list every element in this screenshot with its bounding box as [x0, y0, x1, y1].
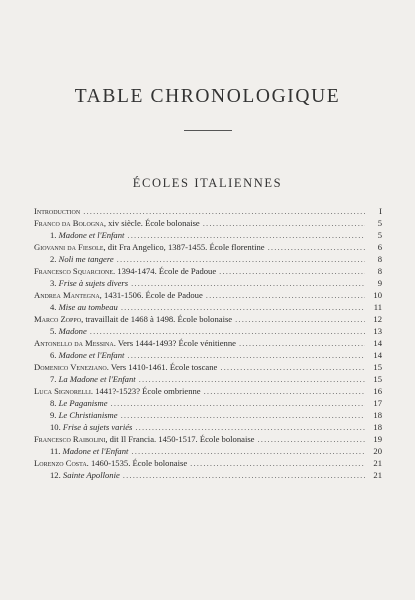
toc-entry	[34, 289, 382, 301]
artist-name: Luca Signorelli	[34, 386, 91, 396]
artist-name: Francesco Squarcione	[34, 266, 114, 276]
table-of-contents	[34, 205, 382, 481]
dot-leader	[117, 253, 365, 265]
plate-title: La Madone et l'Enfant	[58, 374, 136, 384]
page-number: 15	[373, 374, 382, 384]
toc-plate-entry	[34, 229, 382, 241]
entry-description: , xiv siècle. École bolonaise	[103, 218, 200, 228]
dot-leader	[123, 469, 365, 481]
toc-plate-entry	[34, 373, 382, 385]
dot-leader	[111, 397, 365, 409]
plate-title: Madone	[58, 326, 87, 336]
plate-title: Noli me tangere	[58, 254, 114, 264]
entry-text	[34, 433, 255, 445]
dot-leader	[219, 265, 365, 277]
artist-name: Domenico Veneziano	[34, 362, 107, 372]
title-divider	[184, 130, 232, 131]
page-number: 17	[373, 398, 382, 408]
artist-name: Antonello da Messina	[34, 338, 114, 348]
entry-text	[34, 265, 216, 277]
dot-leader	[239, 337, 365, 349]
page-number: 14	[373, 350, 382, 360]
entry-text	[34, 217, 200, 229]
entry-description: . Vers 1444-1493? École vénitienne	[113, 338, 236, 348]
toc-entry	[34, 361, 382, 373]
plate-title: Sainte Apollonie	[62, 470, 120, 480]
page-number: 5	[377, 218, 382, 228]
plate-title: Mise au tombeau	[58, 302, 118, 312]
entry-description: . Vers 1410-1461. École toscane	[106, 362, 218, 372]
artist-name: Introduction	[34, 206, 81, 216]
entry-text	[34, 373, 136, 385]
page-number: 21	[373, 470, 382, 480]
toc-plate-entry	[34, 325, 382, 337]
dot-leader	[190, 457, 365, 469]
page-number: 19	[373, 434, 382, 444]
page-number: 16	[373, 386, 382, 396]
entry-text	[34, 229, 124, 241]
page-number: 10	[373, 290, 382, 300]
plate-title: Madone et l'Enfant	[62, 446, 129, 456]
dot-leader	[121, 301, 365, 313]
toc-entry	[34, 313, 382, 325]
entry-text	[34, 409, 118, 421]
dot-leader	[206, 289, 365, 301]
entry-text	[34, 325, 87, 337]
dot-leader	[90, 325, 365, 337]
page-number: 5	[377, 230, 382, 240]
entry-text	[34, 469, 120, 481]
toc-entry	[34, 241, 382, 253]
toc-plate-entry	[34, 397, 382, 409]
entry-text	[34, 301, 118, 313]
entry-text	[34, 277, 128, 289]
plate-number: 11.	[50, 446, 61, 456]
plate-number: 7.	[50, 374, 57, 384]
plate-title: Frise à sujets variés	[62, 422, 133, 432]
plate-title: Madone et l'Enfant	[58, 350, 125, 360]
toc-entry	[34, 457, 382, 469]
entry-text	[34, 349, 124, 361]
dot-leader	[127, 229, 365, 241]
page-number: 11	[373, 302, 382, 312]
dot-leader	[121, 409, 365, 421]
toc-plate-entry	[34, 469, 382, 481]
toc-entry	[34, 433, 382, 445]
entry-text	[34, 421, 132, 433]
plate-number: 3.	[50, 278, 57, 288]
entry-description: , dit Il Francia. 1450-1517. École bolonaise	[105, 434, 255, 444]
plate-number: 4.	[50, 302, 57, 312]
page-number: 15	[373, 362, 382, 372]
toc-entry	[34, 337, 382, 349]
plate-number: 10.	[50, 422, 61, 432]
artist-name: Franco da Bologna	[34, 218, 104, 228]
toc-entry	[34, 385, 382, 397]
plate-number: 5.	[50, 326, 57, 336]
toc-plate-entry	[34, 349, 382, 361]
plate-number: 1.	[50, 230, 57, 240]
dot-leader	[139, 373, 365, 385]
artist-name: Giovanni da Fiesole	[34, 242, 104, 252]
toc-plate-entry	[34, 421, 382, 433]
toc-entry	[34, 217, 382, 229]
toc-plate-entry	[34, 445, 382, 457]
plate-number: 6.	[50, 350, 57, 360]
dot-leader	[203, 217, 365, 229]
plate-number: 9.	[50, 410, 57, 420]
toc-plate-entry	[34, 277, 382, 289]
entry-description: , dit Fra Angelico, 1387-1455. École florentine	[103, 242, 265, 252]
entry-description: . 1460-1535. École bolonaise	[86, 458, 188, 468]
entry-description: . 1394-1474. École de Padoue	[113, 266, 217, 276]
dot-leader	[135, 421, 365, 433]
toc-entry	[34, 205, 382, 217]
entry-text	[34, 361, 217, 373]
plate-number: 12.	[50, 470, 61, 480]
page-number: 9	[377, 278, 382, 288]
dot-leader	[131, 445, 365, 457]
artist-name: Francesco Raibolini	[34, 434, 106, 444]
page-number: 18	[373, 410, 382, 420]
page-number: 13	[373, 326, 382, 336]
entry-text	[34, 289, 203, 301]
entry-text	[34, 337, 236, 349]
plate-title: Frise à sujets divers	[58, 278, 129, 288]
toc-plate-entry	[34, 253, 382, 265]
page-number: 18	[373, 422, 382, 432]
entry-description: . 1441?-1523? École ombrienne	[90, 386, 201, 396]
toc-entry	[34, 265, 382, 277]
dot-leader	[131, 277, 365, 289]
plate-number: 2.	[50, 254, 57, 264]
page-number: 8	[377, 254, 382, 264]
artist-name: Lorenzo Costa	[34, 458, 87, 468]
page-number: 6	[377, 242, 382, 252]
entry-text	[34, 205, 80, 217]
dot-leader	[204, 385, 365, 397]
page-number: 21	[373, 458, 382, 468]
page-number: 12	[373, 314, 382, 324]
entry-text	[34, 313, 232, 325]
entry-text	[34, 385, 201, 397]
plate-title: Le Paganisme	[58, 398, 108, 408]
entry-description: , 1431-1506. École de Padoue	[99, 290, 203, 300]
dot-leader	[127, 349, 365, 361]
plate-title: Madone et l'Enfant	[58, 230, 125, 240]
dot-leader	[258, 433, 366, 445]
page-title: TABLE CHRONOLOGIQUE	[74, 86, 341, 107]
plate-number: 8.	[50, 398, 57, 408]
artist-name: Marco Zoppo	[34, 314, 82, 324]
entry-description: , travaillait de 1468 à 1498. École bolonaise	[81, 314, 233, 324]
entry-text	[34, 253, 114, 265]
page-number: 8	[377, 266, 382, 276]
entry-text	[34, 445, 128, 457]
dot-leader	[268, 241, 365, 253]
page-number: 20	[373, 446, 382, 456]
dot-leader	[235, 313, 365, 325]
entry-text	[34, 397, 108, 409]
toc-plate-entry	[34, 301, 382, 313]
toc-plate-entry	[34, 409, 382, 421]
dot-leader	[220, 361, 365, 373]
page-number: 14	[373, 338, 382, 348]
artist-name: Andrea Mantegna	[34, 290, 100, 300]
plate-title: Le Christianisme	[58, 410, 118, 420]
dot-leader	[83, 205, 365, 217]
entry-text	[34, 241, 265, 253]
page-number: I	[379, 206, 382, 216]
entry-text	[34, 457, 187, 469]
section-heading: ÉCOLES ITALIENNES	[132, 176, 283, 190]
